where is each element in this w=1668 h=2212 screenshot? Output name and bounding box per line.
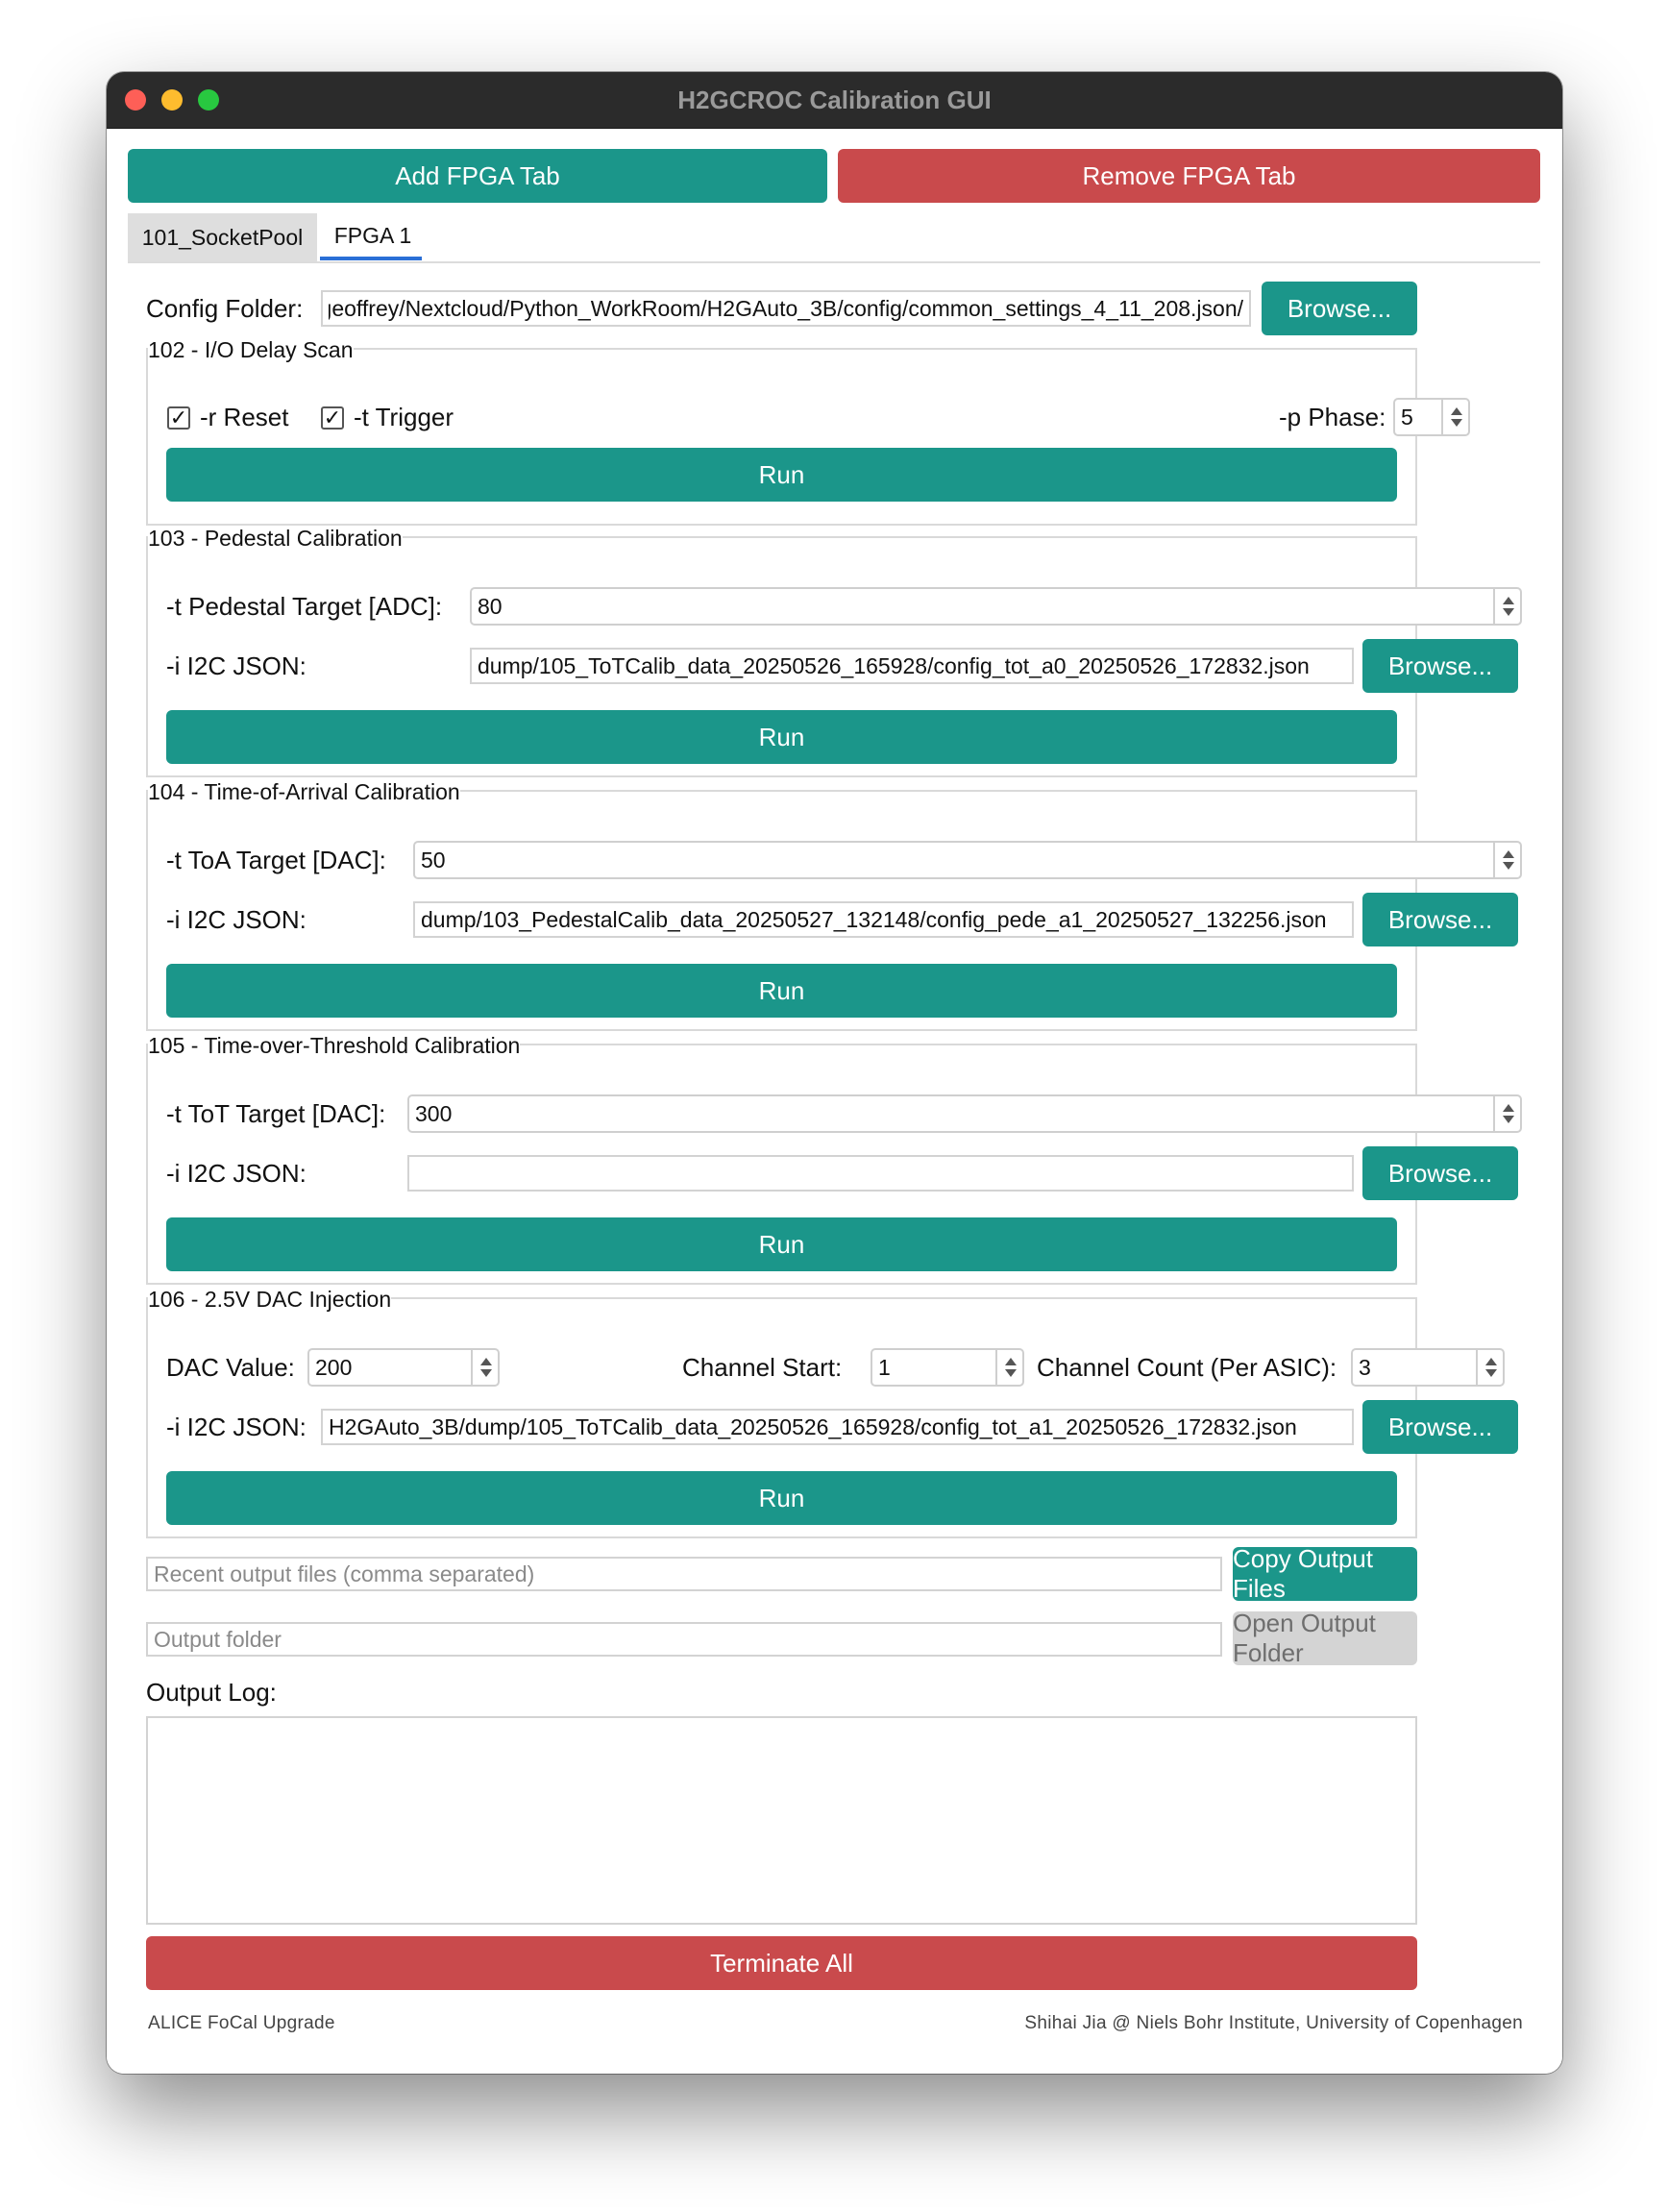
output-folder-input[interactable] [146, 1622, 1222, 1657]
window-title: H2GCROC Calibration GUI [677, 86, 992, 114]
tot-calibration-title: 105 - Time-over-Threshold Calibration [148, 1033, 521, 1058]
tot-spin-arrows-icon[interactable] [1493, 1096, 1520, 1131]
channel-count-spinbox[interactable] [1351, 1348, 1505, 1387]
add-fpga-tab-button[interactable]: Add FPGA Tab [128, 149, 827, 203]
tot-run-button[interactable]: Run [166, 1217, 1397, 1271]
tot-browse-button[interactable]: Browse... [1362, 1146, 1518, 1200]
footer-left-text: ALICE FoCal Upgrade [148, 2013, 335, 2033]
title-bar [107, 72, 1562, 129]
output-log-area[interactable] [146, 1716, 1417, 1925]
pedestal-run-button[interactable]: Run [166, 710, 1397, 764]
phase-label: -p Phase: [1279, 403, 1386, 431]
io-delay-scan-group [146, 348, 1417, 526]
channel-count-label: Channel Count (Per ASIC): [1037, 1353, 1337, 1382]
toa-browse-button[interactable]: Browse... [1362, 893, 1518, 946]
trigger-checkbox-label: -t Trigger [354, 403, 454, 431]
dac-injection-group [146, 1297, 1493, 1538]
channel-start-input[interactable] [878, 1352, 989, 1383]
injection-json-input[interactable] [321, 1409, 1354, 1445]
config-browse-button[interactable]: Browse... [1262, 282, 1417, 335]
tot-target-value[interactable] [415, 1098, 1486, 1129]
pedestal-target-spinbox[interactable] [470, 587, 1522, 626]
phase-spinbox[interactable] [1393, 398, 1470, 436]
channel-count-input[interactable] [1359, 1352, 1469, 1383]
tab-fpga-1[interactable]: FPGA 1 [320, 211, 426, 259]
toa-json-input[interactable] [413, 901, 1354, 938]
pedestal-json-label: -i I2C JSON: [166, 651, 307, 680]
app-window [107, 72, 1562, 2074]
toa-json-label: -i I2C JSON: [166, 905, 307, 934]
reset-checkbox-label: -r Reset [200, 403, 289, 431]
io-delay-run-button[interactable]: Run [166, 448, 1397, 502]
phase-spin-arrows-icon[interactable] [1441, 400, 1468, 434]
channel-start-spinbox[interactable] [871, 1348, 1024, 1387]
config-folder-input[interactable] [321, 290, 1251, 327]
pedestal-target-label: -t Pedestal Target [ADC]: [166, 592, 443, 621]
reset-checkbox[interactable]: ✓ [167, 406, 190, 430]
toa-calibration-group [146, 790, 1493, 1031]
remove-fpga-tab-button[interactable]: Remove FPGA Tab [838, 149, 1540, 203]
pedestal-target-value[interactable] [478, 591, 1486, 622]
channel-start-spin-arrows-icon[interactable] [995, 1350, 1022, 1385]
pedestal-browse-button[interactable]: Browse... [1362, 639, 1518, 693]
toa-run-button[interactable]: Run [166, 964, 1397, 1018]
tab-101-socketpool[interactable]: 101_SocketPool [128, 213, 317, 261]
tot-target-label: -t ToT Target [DAC]: [166, 1099, 386, 1128]
pedestal-calibration-title: 103 - Pedestal Calibration [148, 526, 403, 551]
pedestal-spin-arrows-icon[interactable] [1493, 589, 1520, 624]
dac-value-input[interactable] [315, 1352, 464, 1383]
terminate-all-button[interactable]: Terminate All [146, 1936, 1417, 1990]
injection-json-label: -i I2C JSON: [166, 1413, 307, 1441]
toa-target-value[interactable] [421, 845, 1487, 875]
dac-value-label: DAC Value: [166, 1353, 295, 1382]
tot-json-label: -i I2C JSON: [166, 1159, 307, 1188]
main-content [107, 129, 1562, 2074]
tot-json-input[interactable] [407, 1155, 1354, 1192]
pedestal-calibration-group [146, 536, 1493, 777]
dac-value-spinbox[interactable] [307, 1348, 500, 1387]
toa-calibration-title: 104 - Time-of-Arrival Calibration [148, 779, 460, 804]
io-delay-scan-title: 102 - I/O Delay Scan [148, 337, 354, 362]
config-folder-label: Config Folder: [146, 294, 304, 323]
tot-target-spinbox[interactable] [407, 1094, 1522, 1133]
channel-count-spin-arrows-icon[interactable] [1476, 1350, 1503, 1385]
injection-browse-button[interactable]: Browse... [1362, 1400, 1518, 1454]
trigger-checkbox[interactable]: ✓ [321, 406, 344, 430]
dac-spin-arrows-icon[interactable] [471, 1350, 498, 1385]
output-log-label: Output Log: [146, 1678, 277, 1707]
injection-run-button[interactable]: Run [166, 1471, 1397, 1525]
toa-spin-arrows-icon[interactable] [1493, 843, 1520, 877]
copy-output-files-button[interactable]: Copy Output Files [1233, 1547, 1417, 1601]
tot-calibration-group [146, 1044, 1493, 1285]
toa-target-label: -t ToA Target [DAC]: [166, 846, 386, 874]
phase-spinbox-value[interactable] [1401, 402, 1439, 432]
active-tab-indicator [320, 257, 422, 260]
dac-injection-title: 106 - 2.5V DAC Injection [148, 1287, 392, 1312]
tab-divider [128, 261, 1540, 263]
pedestal-json-input[interactable] [470, 648, 1354, 684]
toa-target-spinbox[interactable] [413, 841, 1522, 879]
channel-start-label: Channel Start: [682, 1353, 843, 1382]
footer-right-text: Shihai Jia @ Niels Bohr Institute, University of Copenhagen [1024, 2013, 1523, 2033]
recent-output-files-input[interactable] [146, 1557, 1222, 1591]
open-output-folder-button[interactable]: Open Output Folder [1233, 1611, 1417, 1665]
